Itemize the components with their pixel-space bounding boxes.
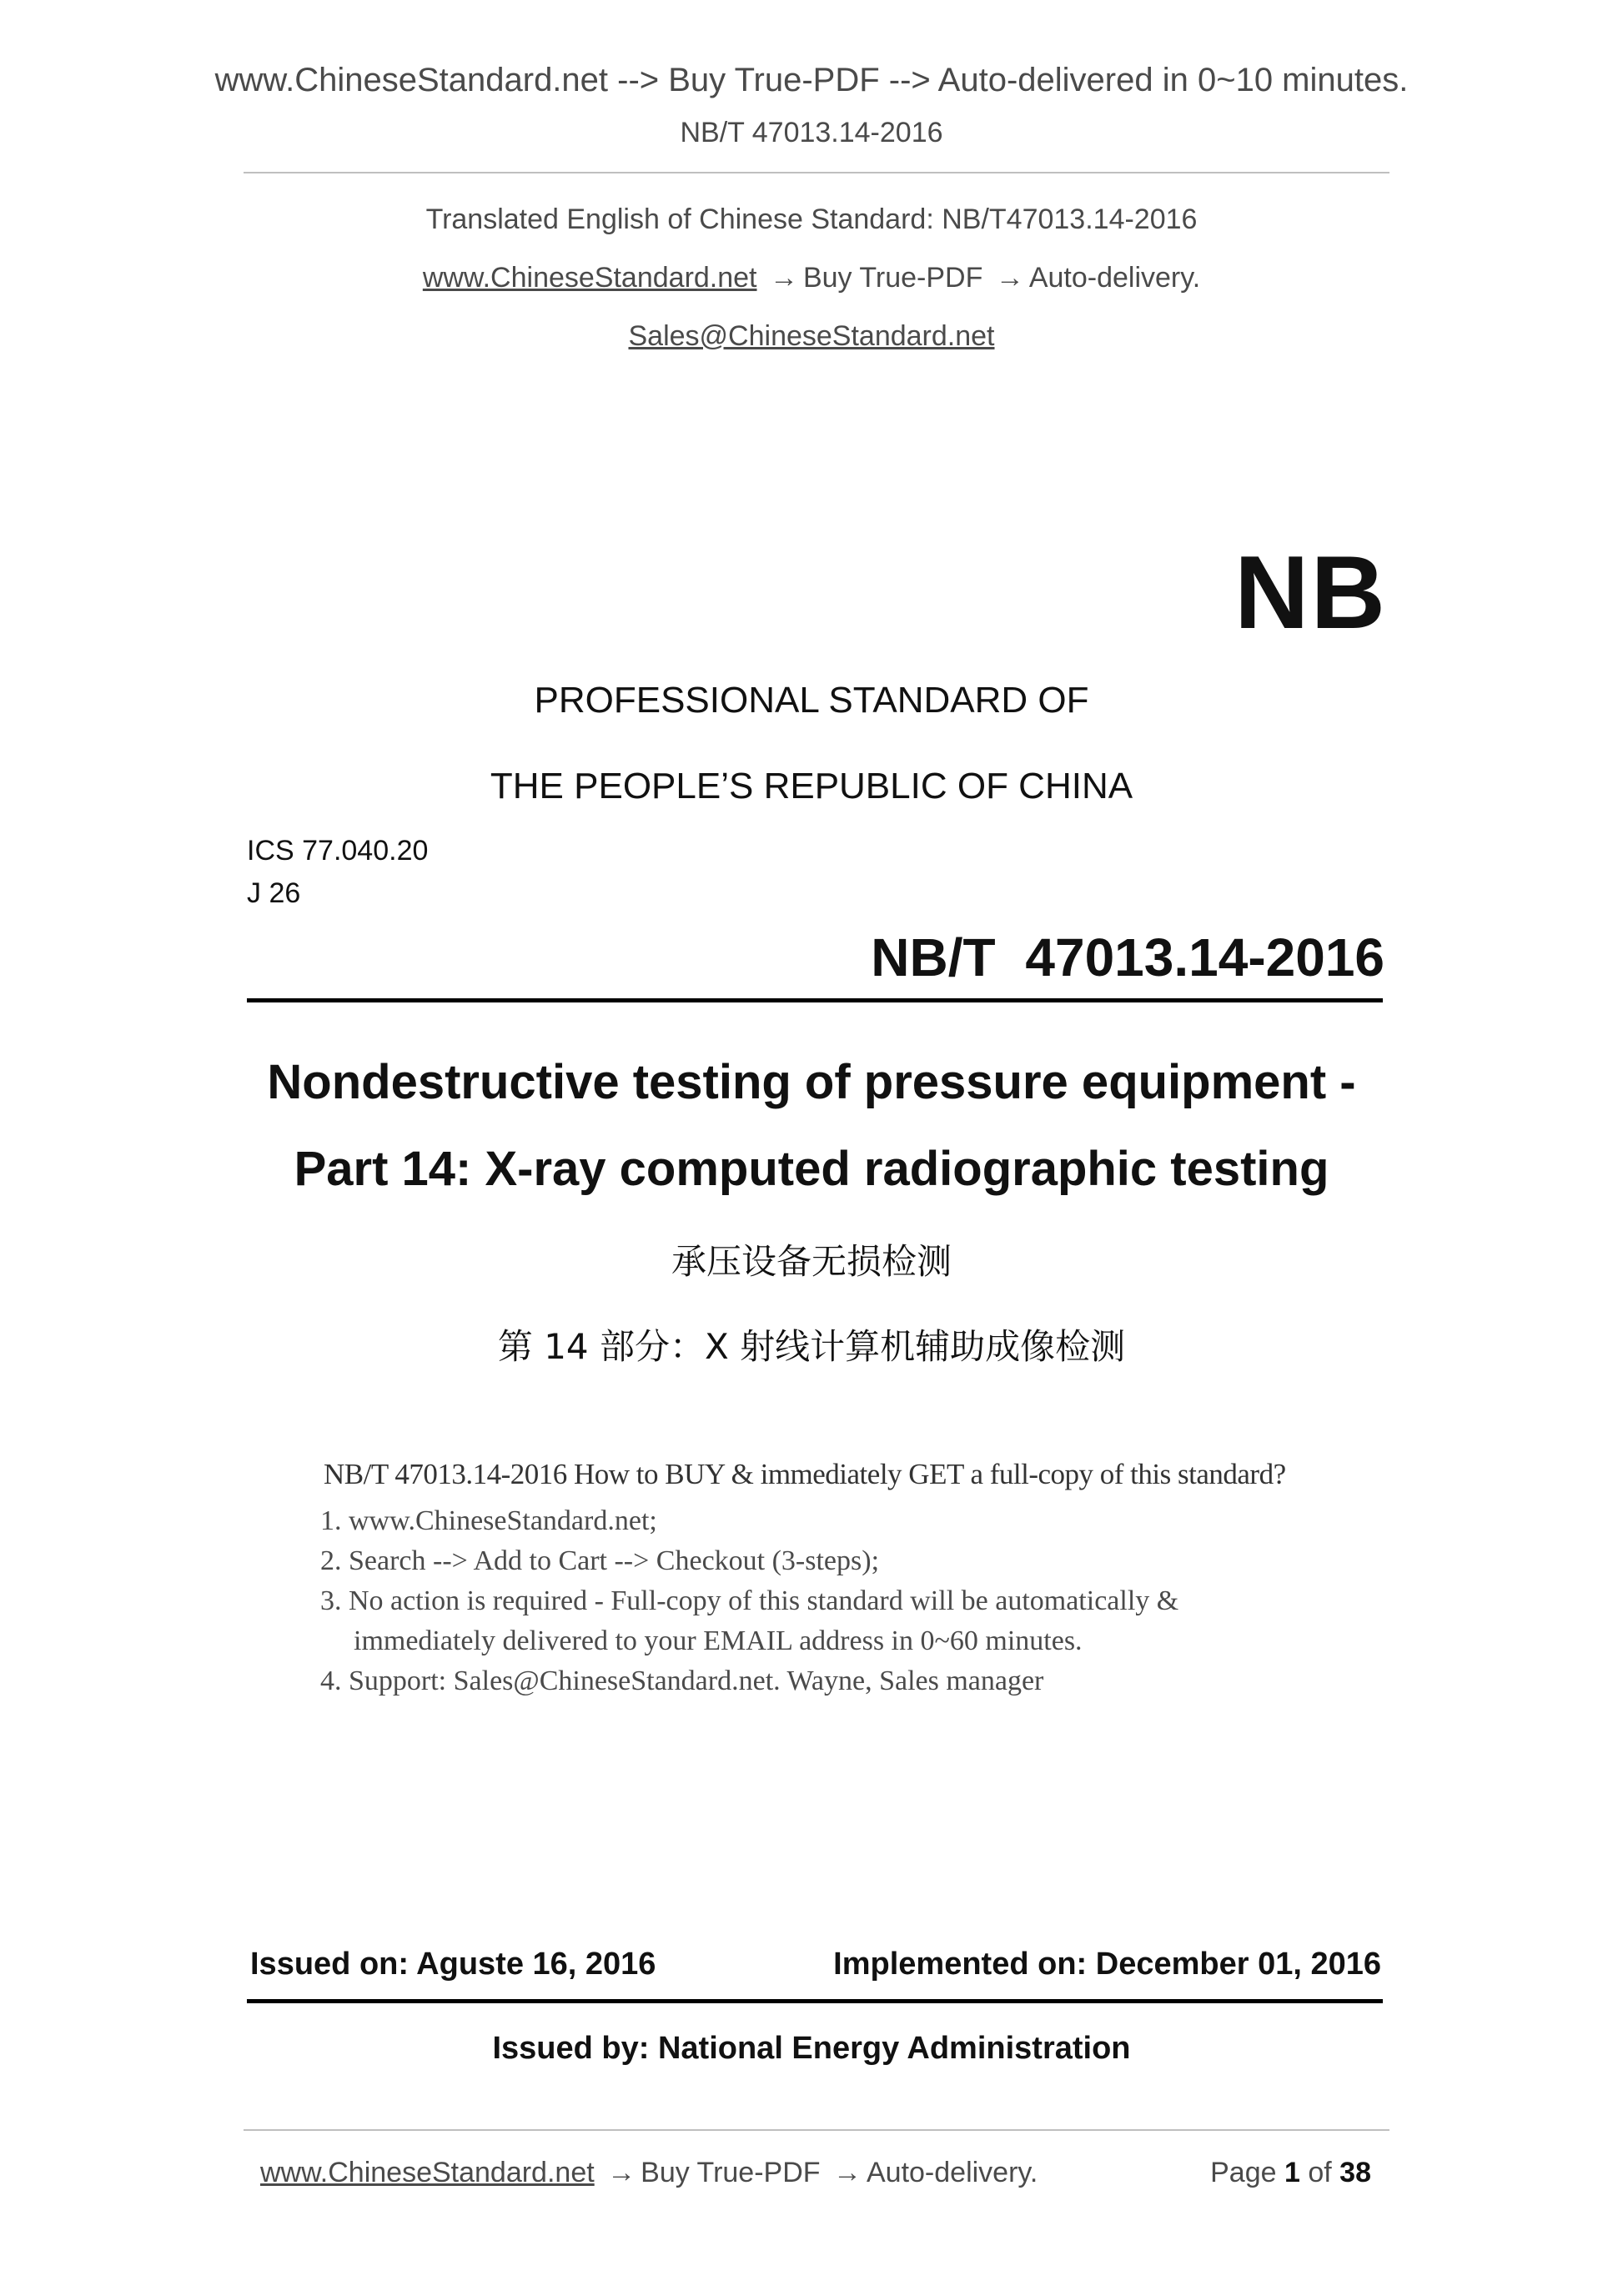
site-link[interactable]: www.ChineseStandard.net: [422, 262, 757, 294]
buy-true-pdf-text: Buy True-PDF: [641, 2157, 821, 2188]
list-text: immediately delivered to your EMAIL address in 0~60 minutes.: [354, 1625, 1083, 1656]
footer-divider: [244, 2129, 1389, 2131]
how-to-buy-heading: NB/T 47013.14-2016 How to BUY & immediately GET a full-copy of this standard?: [324, 1458, 1286, 1490]
nb-logo: NB: [1234, 535, 1388, 651]
page-current: 1: [1284, 2157, 1300, 2188]
header-divider: [244, 172, 1389, 173]
english-title-line1: Nondestructive testing of pressure equipment -: [267, 1055, 1356, 1109]
list-item: [320, 1501, 1178, 1541]
list-number: 2.: [320, 1545, 342, 1576]
ics-code: ICS 77.040.20: [247, 835, 429, 867]
top-banner[interactable]: www.ChineseStandard.net --> Buy True-PDF --> Auto-delivered in 0~10 minutes.: [214, 62, 1409, 98]
sales-email-row: [0, 320, 1623, 353]
list-text: Search --> Add to Cart --> Checkout (3-steps);: [349, 1545, 880, 1576]
list-text[interactable]: Support: Sales@ChineseStandard.net. Wayne, Sales manager: [349, 1665, 1044, 1696]
arrow-right-icon: →: [607, 2157, 636, 2188]
page-indicator: [1084, 2157, 1371, 2189]
auto-delivery-text: Auto-delivery.: [1028, 262, 1201, 294]
translation-links: [0, 262, 1623, 294]
page-total: 38: [1339, 2157, 1371, 2188]
list-number: 3.: [320, 1585, 342, 1616]
list-item: [320, 1541, 1178, 1581]
arrow-right-icon: →: [832, 2157, 862, 2188]
implemented-on: Implemented on: December 01, 2016: [833, 1947, 1381, 1982]
english-title-line2: Part 14: X-ray computed radiographic testing: [294, 1142, 1329, 1196]
list-number: 1.: [320, 1505, 342, 1536]
sales-email-link[interactable]: Sales@ChineseStandard.net: [628, 320, 995, 352]
ccs-code: J 26: [247, 877, 301, 909]
chinese-title-line1: 承压设备无损检测: [671, 1241, 952, 1282]
standard-number-rule: [247, 998, 1383, 1002]
translation-notice: Translated English of Chinese Standard: NB/T47013.14-2016: [425, 203, 1198, 235]
how-to-buy-list: [320, 1501, 1178, 1701]
footer-links: [260, 2157, 1038, 2189]
list-text: No action is required - Full-copy of this standard will be automatically &: [349, 1585, 1179, 1616]
list-item: [320, 1621, 1178, 1661]
list-text[interactable]: www.ChineseStandard.net;: [349, 1505, 657, 1536]
issued-by: Issued by: National Energy Administration: [492, 2031, 1131, 2066]
chinese-title-line2: 第 14 部分：X 射线计算机辅助成像检测: [497, 1326, 1126, 1367]
arrow-right-icon: →: [769, 262, 798, 294]
footer-site-link[interactable]: www.ChineseStandard.net: [260, 2157, 595, 2188]
standard-number: NB/T 47013.14-2016: [871, 927, 1384, 987]
cover-title-line2: THE PEOPLE’S REPUBLIC OF CHINA: [490, 766, 1133, 806]
header-doc-number: NB/T 47013.14-2016: [680, 117, 943, 148]
page-of: of: [1308, 2157, 1332, 2188]
buy-true-pdf-text: Buy True-PDF: [802, 262, 983, 294]
issued-on: Issued on: Aguste 16, 2016: [250, 1947, 656, 1982]
list-item: [320, 1661, 1178, 1701]
issue-rule: [247, 1999, 1383, 2003]
arrow-right-icon: →: [995, 262, 1024, 294]
cover-title-line1: PROFESSIONAL STANDARD OF: [534, 680, 1089, 721]
list-item: [320, 1581, 1178, 1621]
auto-delivery-text: Auto-delivery.: [866, 2157, 1038, 2188]
list-number: 4.: [320, 1665, 342, 1696]
page-label: Page: [1210, 2157, 1277, 2188]
